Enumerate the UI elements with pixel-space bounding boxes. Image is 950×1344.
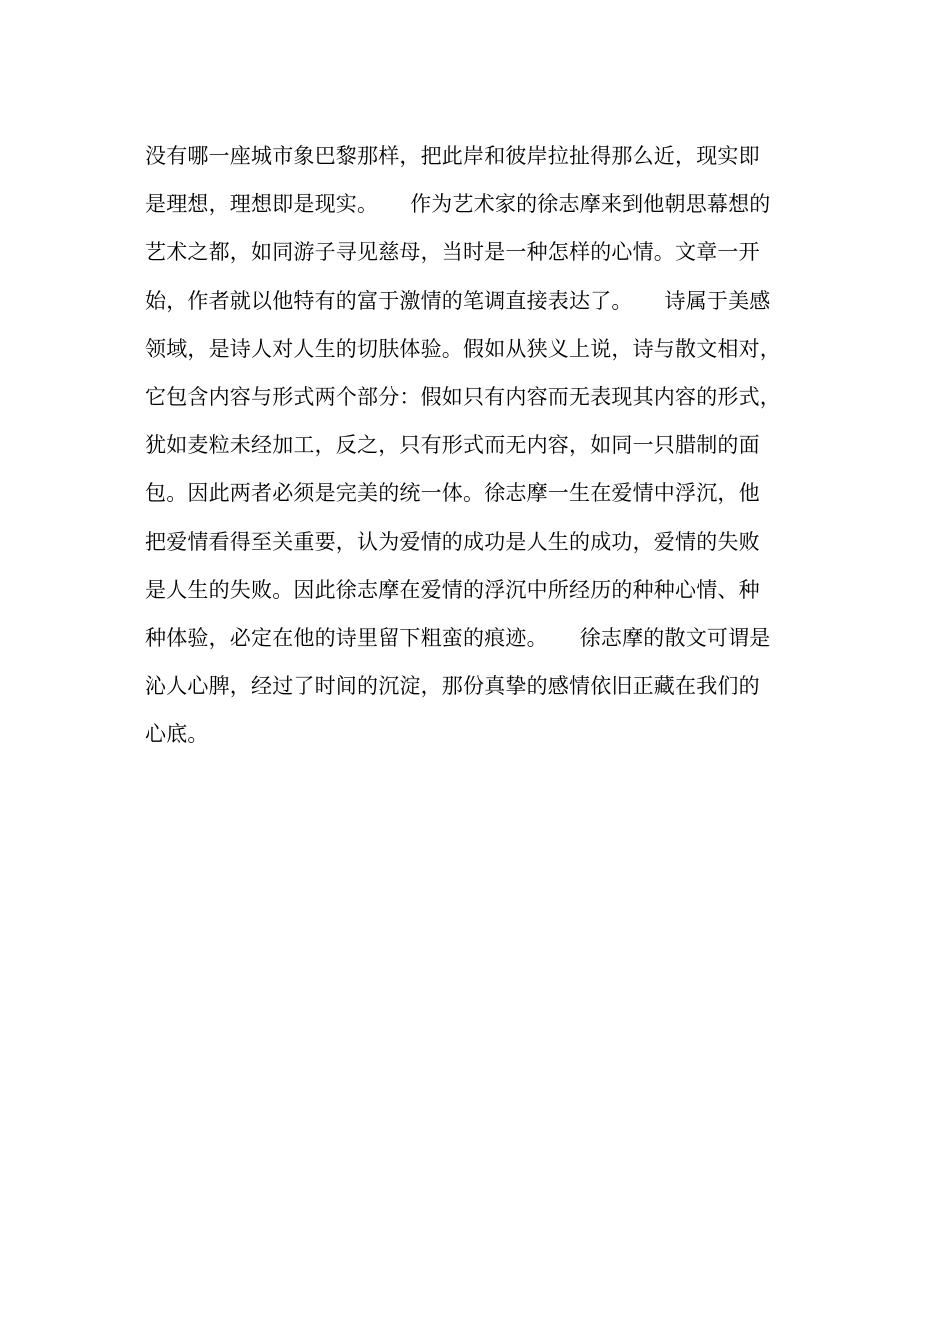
text-line-4: 始，作者就以他特有的富于激情的笔调直接表达了。 诗属于美感 — [145, 288, 771, 313]
text-line-11: 种体验，必定在他的诗里留下粗蛮的痕迹。 徐志摩的散文可谓是 — [145, 625, 771, 650]
text-line-2: 是理想，理想即是现实。 作为艺术家的徐志摩来到他朝思幕想的 — [145, 192, 771, 217]
text-line-7: 犹如麦粒未经加工，反之，只有形式而无内容，如同一只腊制的面 — [145, 433, 760, 458]
text-line-5: 领域，是诗人对人生的切肤体验。假如从狭义上说，诗与散文相对， — [145, 336, 781, 361]
text-line-6: 它包含内容与形式两个部分：假如只有内容而无表现其内容的形式， — [145, 384, 781, 409]
body-text — [145, 132, 815, 758]
text-line-13: 心底。 — [145, 722, 209, 747]
text-line-8: 包。因此两者必须是完美的统一体。徐志摩一生在爱情中浮沉，他 — [145, 481, 760, 506]
text-line-12: 沁人心脾，经过了时间的沉淀，那份真挚的感情依旧正藏在我们的 — [145, 674, 760, 699]
text-line-1: 没有哪一座城市象巴黎那样，把此岸和彼岸拉扯得那么近，现实即 — [145, 144, 760, 168]
text-line-10: 是人生的失败。因此徐志摩在爱情的浮沉中所经历的种种心情、种 — [145, 577, 760, 602]
text-line-9: 把爱情看得至关重要，认为爱情的成功是人生的成功，爱情的失败 — [145, 529, 760, 554]
text-line-3: 艺术之都，如同游子寻见慈母，当时是一种怎样的心情。文章一开 — [145, 240, 760, 265]
